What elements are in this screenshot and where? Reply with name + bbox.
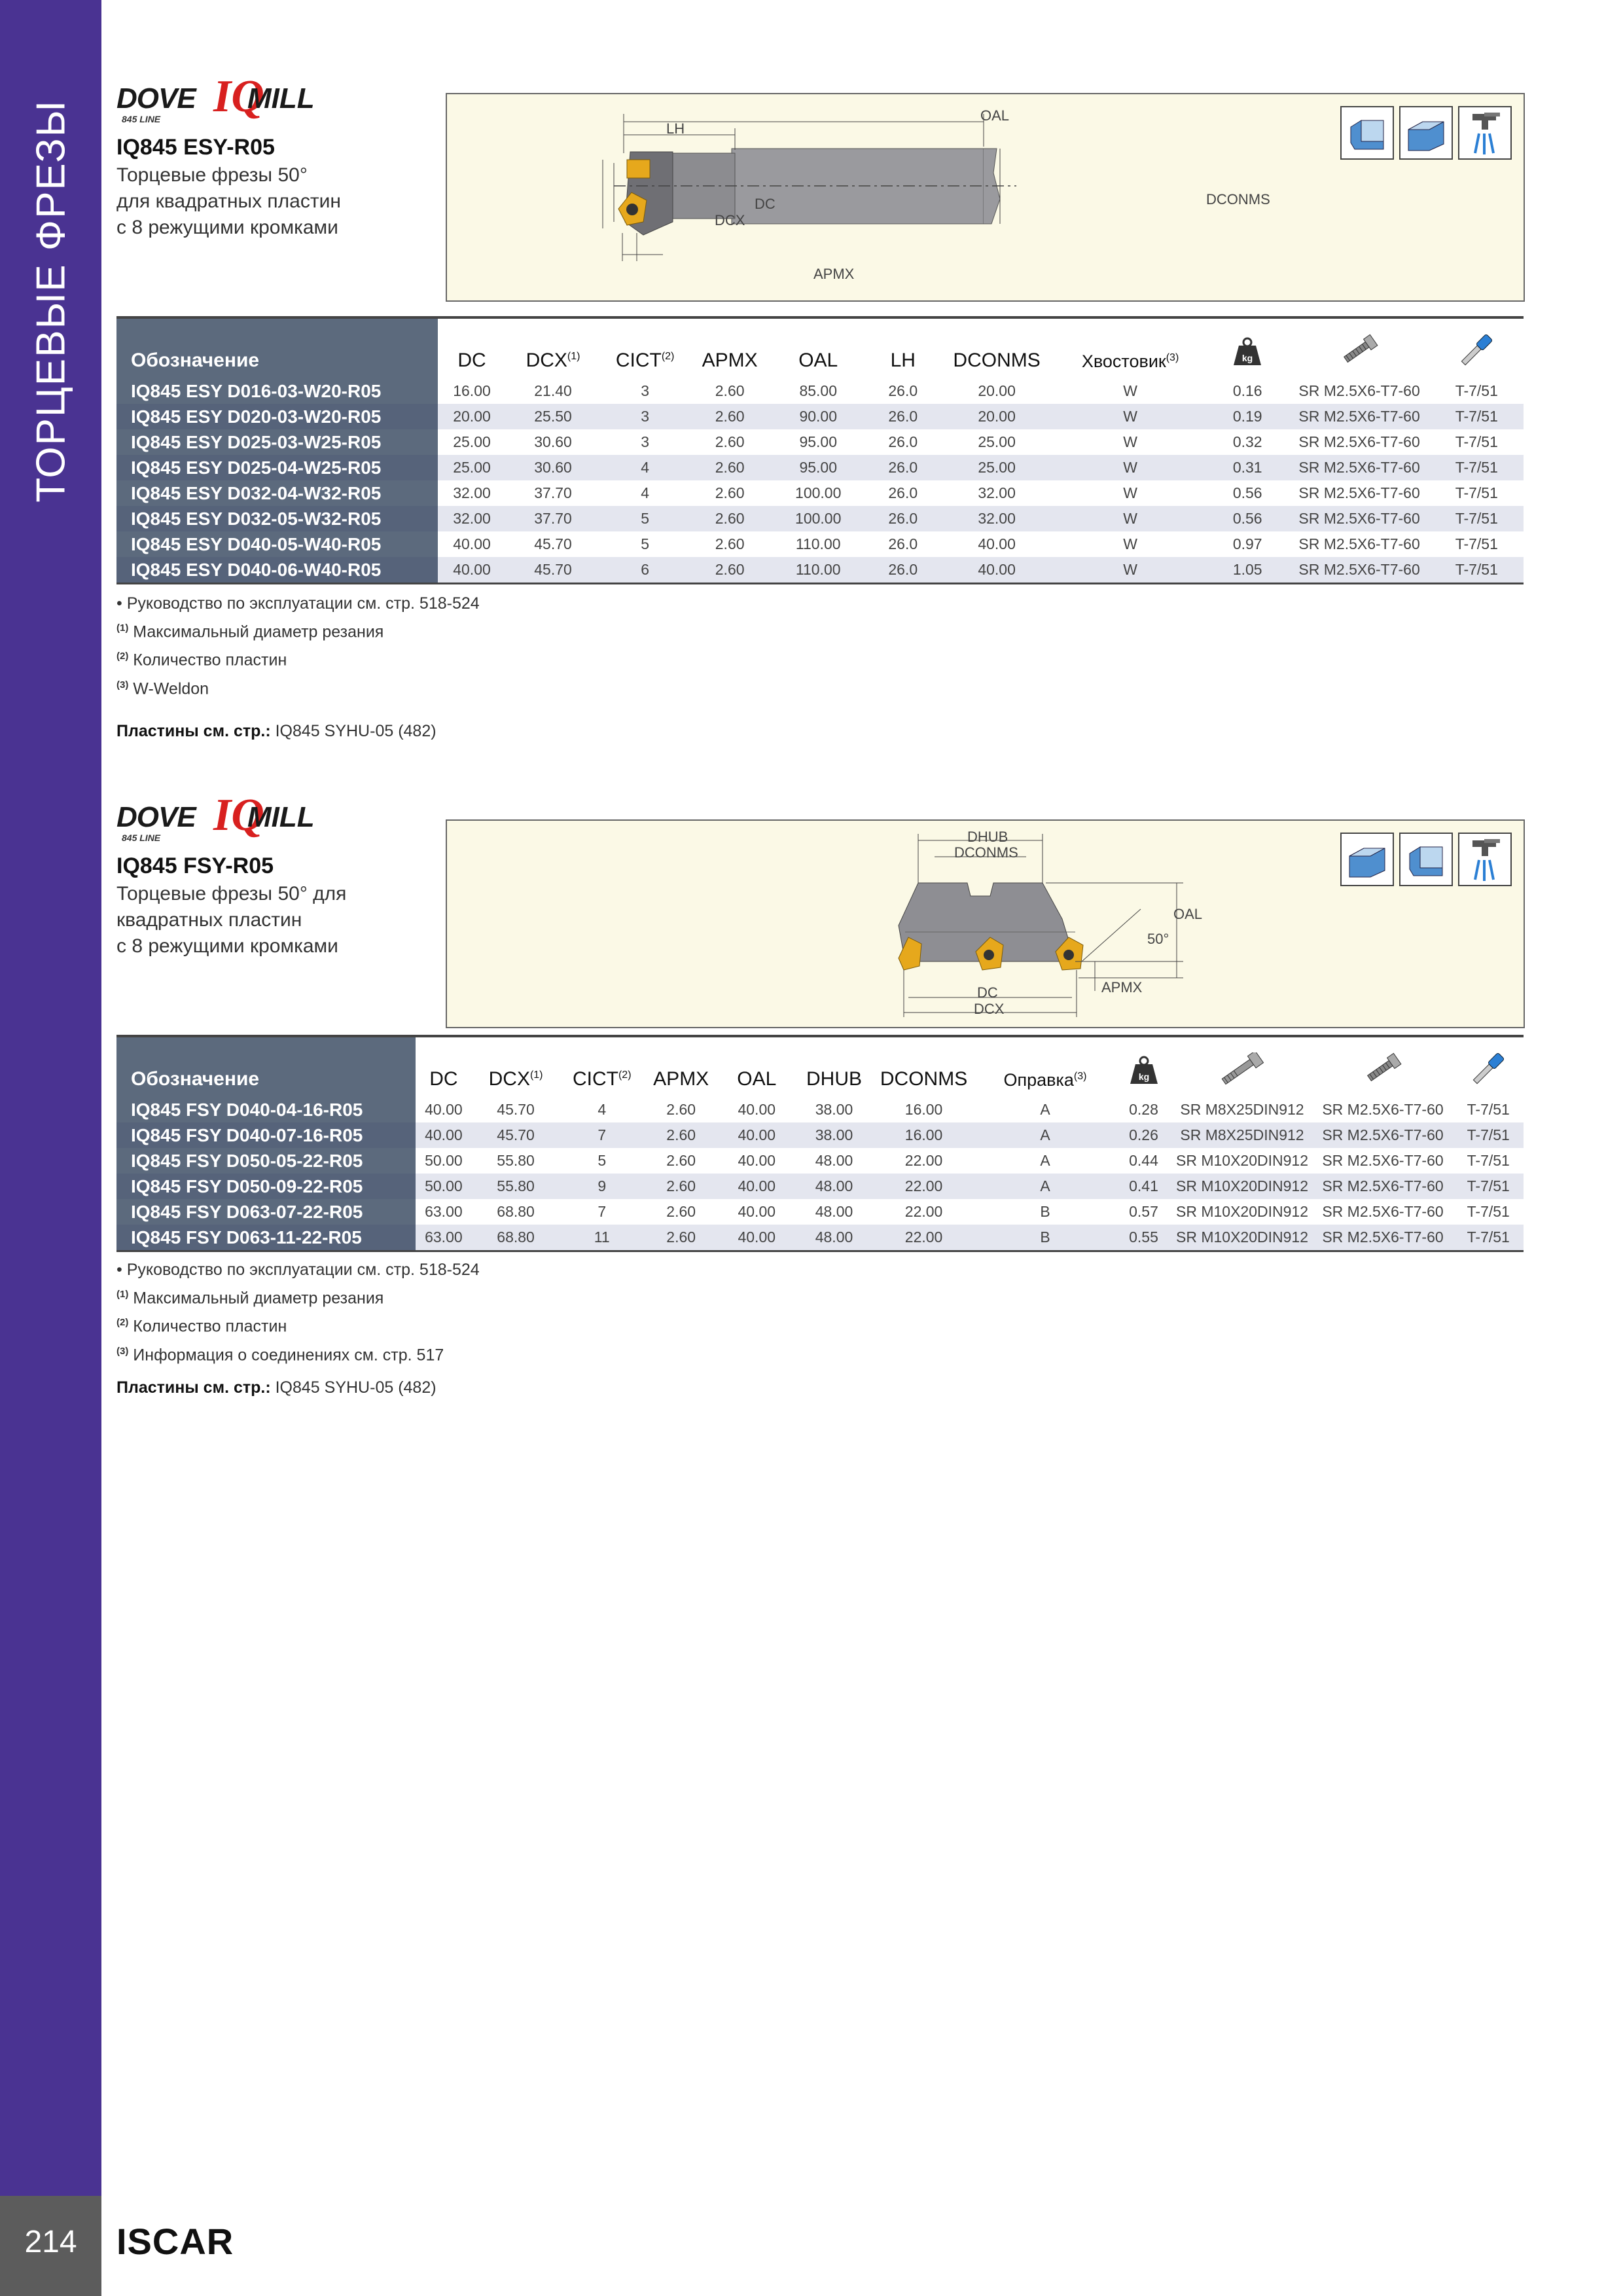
desc-line: для квадратных пластин	[116, 190, 341, 212]
designation-cell: IQ845 ESY D025-03-W25-R05	[116, 429, 438, 455]
fsy-notes	[116, 1257, 480, 1367]
table-cell: 4	[597, 1101, 607, 1118]
note-line: • Руководство по эксплуатации см. стр. 518-524	[116, 1261, 480, 1279]
note-line: $^{(1)}$ Максимальный диаметр резания	[116, 1289, 384, 1308]
table-cell: 5	[641, 535, 649, 552]
table-cell: SR M10X20DIN912	[1176, 1152, 1308, 1169]
table-row	[116, 1148, 1524, 1174]
table-cell: 40.00	[718, 1174, 795, 1199]
table-cell: 22.00	[873, 1225, 975, 1251]
table-cell: 0.97	[1232, 535, 1262, 552]
note-line: $^{(2)}$ Количество пластин	[116, 651, 287, 670]
table-cell: T-7/51	[1430, 506, 1524, 531]
table-cell: 30.60	[534, 433, 572, 450]
table-cell: 32.00	[438, 506, 507, 531]
logo-line: 845 LINE	[122, 833, 161, 843]
table-cell: 37.70	[506, 506, 599, 531]
table-cell: 2.60	[715, 433, 745, 450]
table-cell: SR M2.5X6-T7-60	[1322, 1152, 1444, 1169]
col-dcx: DCX$^{(1)}$	[506, 317, 599, 378]
section-title: ТОРЦЕВЫЕ ФРЕЗЫ	[28, 99, 74, 503]
table-cell: 3	[641, 382, 649, 399]
table-cell: 37.70	[534, 484, 572, 501]
table-cell: 0.41	[1116, 1174, 1172, 1199]
col-lh: LH	[867, 317, 939, 378]
page-number: 214	[24, 2225, 77, 2259]
product-code: IQ845 ESY-R05	[116, 135, 275, 160]
table-cell: 40.00	[718, 1225, 795, 1251]
table-cell: 25.00	[939, 455, 1054, 480]
note-line: $^{(1)}$ Максимальный диаметр резания	[116, 622, 384, 641]
table-cell: 0.16	[1232, 382, 1262, 399]
col-dhub: DHUB	[795, 1036, 872, 1097]
table-cell: 26.0	[888, 535, 918, 552]
key-icon	[1430, 317, 1524, 378]
table-cell: 0.55	[1116, 1225, 1172, 1251]
table-cell: 25.00	[453, 433, 491, 450]
table-cell: 2.60	[666, 1152, 696, 1169]
table-cell: SR M2.5X6-T7-60	[1289, 506, 1430, 531]
table-cell: W	[1054, 506, 1206, 531]
table-cell: 100.00	[770, 506, 867, 531]
table-cell: A	[975, 1122, 1116, 1148]
table-cell: 0.26	[1116, 1122, 1172, 1148]
insert-screw	[626, 204, 638, 215]
table-cell: 4	[641, 484, 649, 501]
table-cell: 26.0	[888, 484, 918, 501]
table-cell: 40.00	[416, 1122, 472, 1148]
logo-mill: MILL	[247, 801, 315, 833]
table-cell: 50.00	[416, 1174, 472, 1199]
designation-cell: IQ845 ESY D020-03-W20-R05	[116, 404, 438, 429]
logo-dove: DOVE	[116, 801, 196, 833]
esy-spec-table	[116, 316, 1524, 584]
product-description	[116, 881, 424, 960]
note-line: • Руководство по эксплуатации см. стр. 518-524	[116, 594, 480, 613]
table-cell: W	[1054, 404, 1206, 429]
table-cell: SR M2.5X6-T7-60	[1313, 1122, 1454, 1148]
table-cell: SR M2.5X6-T7-60	[1298, 484, 1420, 501]
table-cell: 40.00	[718, 1122, 795, 1148]
shoulder-milling-icon	[1340, 106, 1394, 160]
table-cell: 16.00	[873, 1122, 975, 1148]
face-milling-icon	[1340, 833, 1394, 886]
dim-apmx: APMX	[1101, 979, 1143, 996]
table-cell: 63.00	[416, 1225, 472, 1251]
application-icons	[1340, 833, 1512, 886]
table-cell: 22.00	[904, 1203, 943, 1220]
dim-oal: OAL	[980, 107, 1010, 124]
table-cell: 2.60	[690, 455, 770, 480]
tool-drawing-box	[446, 819, 1525, 1028]
coolant-icon	[1458, 833, 1512, 886]
table-cell: 55.80	[472, 1174, 560, 1199]
table-cell: SR M2.5X6-T7-60	[1322, 1203, 1444, 1220]
table-cell: 30.60	[506, 455, 599, 480]
dim-dc: DC	[755, 196, 776, 212]
col-cict: CICT$^{(2)}$	[600, 317, 690, 378]
table-cell: 68.80	[497, 1203, 535, 1220]
table-cell: 2.60	[690, 557, 770, 584]
insert-top	[627, 160, 650, 178]
logo-dove: DOVE	[116, 82, 196, 115]
table-cell: 40.00	[738, 1101, 776, 1118]
shoulder-milling-icon	[1399, 833, 1453, 886]
table-cell: 2.60	[690, 506, 770, 531]
table-cell: 2.60	[666, 1101, 696, 1118]
table-cell: 40.00	[453, 535, 491, 552]
dove-iq-mill-logo	[116, 790, 326, 843]
face-milling-icon	[1399, 106, 1453, 160]
dim-lh: LH	[666, 120, 685, 137]
table-row	[116, 506, 1524, 531]
table-cell: 48.00	[795, 1174, 872, 1199]
table-cell: SR M10X20DIN912	[1172, 1174, 1313, 1199]
table-row	[116, 1174, 1524, 1199]
col-oal: OAL	[770, 317, 867, 378]
table-cell: 22.00	[904, 1152, 943, 1169]
designation-cell: IQ845 FSY D040-07-16-R05	[116, 1122, 416, 1148]
table-cell: 0.28	[1129, 1101, 1158, 1118]
desc-line: квадратных пластин	[116, 909, 302, 931]
table-cell: 45.70	[534, 535, 572, 552]
designation-cell: IQ845 ESY D016-03-W20-R05	[116, 378, 438, 404]
table-cell: 26.0	[888, 382, 918, 399]
dim-dcx: DCX	[715, 212, 745, 228]
table-cell: 38.00	[815, 1101, 853, 1118]
esy-table-body	[116, 378, 1524, 584]
designation-cell: IQ845 FSY D040-04-16-R05	[116, 1097, 416, 1122]
table-cell: T-7/51	[1455, 535, 1498, 552]
table-cell: SR M2.5X6-T7-60	[1313, 1174, 1454, 1199]
desc-line: Торцевые фрезы 50° для	[116, 883, 347, 905]
table-cell: 50.00	[425, 1152, 463, 1169]
designation-cell: IQ845 FSY D063-11-22-R05	[116, 1225, 416, 1251]
table-cell: 0.31	[1206, 455, 1289, 480]
table-cell: 55.80	[497, 1152, 535, 1169]
table-cell: 26.0	[888, 433, 918, 450]
key-icon	[1454, 1036, 1524, 1097]
desc-line: с 8 режущими кромками	[116, 217, 338, 238]
table-cell: T-7/51	[1454, 1225, 1524, 1251]
table-cell: SR M2.5X6-T7-60	[1298, 535, 1420, 552]
table-header-row	[116, 317, 1524, 378]
product-code: IQ845 FSY-R05	[116, 853, 274, 878]
table-cell: 45.70	[506, 557, 599, 584]
table-cell: 40.00	[425, 1101, 463, 1118]
table-cell: 32.00	[939, 506, 1054, 531]
table-cell: T-7/51	[1430, 557, 1524, 584]
dim-oal: OAL	[1173, 906, 1203, 922]
table-cell: 22.00	[873, 1174, 975, 1199]
table-cell: 16.00	[904, 1101, 943, 1118]
desc-line: Торцевые фрезы 50°	[116, 164, 308, 186]
table-cell: SR M8X25DIN912	[1172, 1122, 1313, 1148]
bolt-icon	[1172, 1036, 1313, 1097]
table-cell: 1.05	[1206, 557, 1289, 584]
col-apmx: APMX	[690, 317, 770, 378]
product-description	[116, 162, 424, 241]
table-cell: 38.00	[795, 1122, 872, 1148]
table-cell: SR M10X20DIN912	[1172, 1225, 1313, 1251]
angle-line	[1082, 909, 1141, 961]
table-row	[116, 1097, 1524, 1122]
table-cell: T-7/51	[1455, 433, 1498, 450]
logo-mill: MILL	[247, 82, 315, 115]
table-cell: A	[975, 1174, 1116, 1199]
dim-dhub: DHUB	[967, 829, 1008, 845]
table-cell: T-7/51	[1467, 1152, 1510, 1169]
dim-dconms: DCONMS	[954, 844, 1018, 861]
table-cell: 9	[560, 1174, 644, 1199]
logo-iq: IQ	[213, 790, 264, 840]
col-oal: OAL	[718, 1036, 795, 1097]
weight-icon	[1116, 1036, 1172, 1097]
screw-icon	[1289, 317, 1430, 378]
table-cell: W	[1123, 484, 1137, 501]
table-cell: 2.60	[715, 484, 745, 501]
table-cell: SR M2.5X6-T7-60	[1313, 1225, 1454, 1251]
table-cell: 25.50	[506, 404, 599, 429]
table-cell: 2.60	[644, 1122, 718, 1148]
table-cell: 26.0	[867, 455, 939, 480]
application-icons	[1340, 106, 1512, 160]
table-cell: 2.60	[644, 1225, 718, 1251]
table-cell: 6	[600, 557, 690, 584]
table-cell: 40.00	[738, 1203, 776, 1220]
designation-cell: IQ845 FSY D050-09-22-R05	[116, 1174, 416, 1199]
table-cell: 16.00	[453, 382, 491, 399]
table-cell: 26.0	[867, 404, 939, 429]
esy-inserts-ref: Пластины см. стр.: IQ845 SYHU-05 (482)	[116, 722, 437, 740]
fsy-inserts-ref: Пластины см. стр.: IQ845 SYHU-05 (482)	[116, 1378, 437, 1397]
table-row	[116, 1122, 1524, 1148]
table-row	[116, 378, 1524, 404]
dim-apmx: APMX	[813, 266, 855, 282]
designation-cell: IQ845 ESY D032-04-W32-R05	[116, 480, 438, 506]
table-cell: 21.40	[534, 382, 572, 399]
table-cell: W	[1123, 433, 1137, 450]
table-cell: 26.0	[867, 557, 939, 584]
table-header-row	[116, 1036, 1524, 1097]
table-cell: W	[1123, 382, 1137, 399]
table-cell: 95.00	[799, 433, 837, 450]
col-apmx: APMX	[644, 1036, 718, 1097]
table-cell: T-7/51	[1454, 1122, 1524, 1148]
sidebar	[0, 0, 101, 2196]
note-line: $^{(2)}$ Количество пластин	[116, 1317, 287, 1336]
table-cell: T-7/51	[1430, 455, 1524, 480]
designation-cell: IQ845 FSY D063-07-22-R05	[116, 1199, 416, 1225]
table-cell: 48.00	[795, 1225, 872, 1251]
table-cell: SR M2.5X6-T7-60	[1289, 557, 1430, 584]
col-shank: Хвостовик$^{(3)}$	[1054, 317, 1206, 378]
dim-angle: 50°	[1147, 931, 1169, 947]
tool-drawing-box	[446, 93, 1525, 302]
table-cell: 40.00	[978, 535, 1016, 552]
table-cell: W	[1054, 557, 1206, 584]
brand-logo: ISCAR	[116, 2221, 234, 2262]
table-row	[116, 429, 1524, 455]
table-cell: T-7/51	[1430, 404, 1524, 429]
col-dcx: DCX$^{(1)}$	[472, 1036, 560, 1097]
table-cell: T-7/51	[1454, 1174, 1524, 1199]
coolant-icon	[1458, 106, 1512, 160]
table-cell: 85.00	[799, 382, 837, 399]
table-row	[116, 1199, 1524, 1225]
table-cell: 0.32	[1232, 433, 1262, 450]
dim-dc: DC	[977, 984, 998, 1001]
table-cell: 40.00	[438, 557, 507, 584]
table-cell: 32.00	[978, 484, 1016, 501]
table-cell: 3	[641, 433, 649, 450]
svg-text:kg: kg	[1138, 1071, 1149, 1082]
col-arbor: Оправка$^{(3)}$	[975, 1036, 1116, 1097]
table-cell: SR M2.5X6-T7-60	[1298, 382, 1420, 399]
table-cell: 25.00	[438, 455, 507, 480]
table-cell: T-7/51	[1455, 382, 1498, 399]
col-designation: Обозначение	[116, 1036, 416, 1097]
table-cell: 2.60	[690, 404, 770, 429]
table-cell: 20.00	[438, 404, 507, 429]
table-cell: 11	[560, 1225, 644, 1251]
table-cell: B	[1040, 1203, 1050, 1220]
table-cell: B	[975, 1225, 1116, 1251]
svg-text:kg: kg	[1242, 353, 1253, 363]
table-cell: 4	[600, 455, 690, 480]
desc-line: с 8 режущими кромками	[116, 935, 338, 957]
table-cell: 7	[597, 1203, 607, 1220]
weight-icon	[1206, 317, 1289, 378]
table-cell: 20.00	[939, 404, 1054, 429]
table-cell: 25.00	[978, 433, 1016, 450]
table-row	[116, 480, 1524, 506]
table-cell: 0.57	[1129, 1203, 1158, 1220]
fsy-table-body	[116, 1097, 1524, 1251]
designation-cell: IQ845 ESY D040-05-W40-R05	[116, 531, 438, 557]
table-cell: SR M2.5X6-T7-60	[1322, 1101, 1444, 1118]
table-cell: 0.56	[1232, 484, 1262, 501]
table-cell: 68.80	[472, 1225, 560, 1251]
col-cict: CICT$^{(2)}$	[560, 1036, 644, 1097]
table-row	[116, 1225, 1524, 1251]
table-cell: T-7/51	[1467, 1203, 1510, 1220]
table-cell: 26.0	[867, 506, 939, 531]
designation-cell: IQ845 ESY D032-05-W32-R05	[116, 506, 438, 531]
table-cell: A	[1040, 1101, 1050, 1118]
table-cell: 2.60	[644, 1174, 718, 1199]
designation-cell: IQ845 ESY D040-06-W40-R05	[116, 557, 438, 584]
table-cell: 2.60	[715, 382, 745, 399]
table-cell: 40.00	[939, 557, 1054, 584]
col-dc: DC	[438, 317, 507, 378]
table-cell: 45.70	[472, 1122, 560, 1148]
product-section-esy	[116, 71, 1524, 745]
table-cell: 40.00	[738, 1152, 776, 1169]
designation-cell: IQ845 FSY D050-05-22-R05	[116, 1148, 416, 1174]
table-cell: 2.60	[666, 1203, 696, 1220]
table-row	[116, 531, 1524, 557]
table-cell: 45.70	[497, 1101, 535, 1118]
table-cell: 110.00	[770, 557, 867, 584]
table-cell: 2.60	[715, 535, 745, 552]
table-cell: T-7/51	[1455, 484, 1498, 501]
table-cell: 48.00	[815, 1152, 853, 1169]
table-cell: 20.00	[978, 382, 1016, 399]
fsy-spec-table	[116, 1035, 1524, 1252]
table-cell: 0.56	[1206, 506, 1289, 531]
table-cell: 95.00	[770, 455, 867, 480]
table-cell: 7	[560, 1122, 644, 1148]
table-cell: 63.00	[425, 1203, 463, 1220]
table-cell: W	[1054, 455, 1206, 480]
table-cell: SR M8X25DIN912	[1180, 1101, 1304, 1118]
dim-dconms: DCONMS	[1206, 191, 1270, 207]
table-cell: SR M10X20DIN912	[1176, 1203, 1308, 1220]
table-row	[116, 557, 1524, 584]
table-cell: 5	[600, 506, 690, 531]
logo-iq: IQ	[213, 71, 264, 122]
table-cell: W	[1123, 535, 1137, 552]
note-line: $^{(3)}$ W-Weldon	[116, 679, 209, 698]
table-cell: 0.44	[1129, 1152, 1158, 1169]
table-cell: 32.00	[453, 484, 491, 501]
table-cell: T-7/51	[1467, 1101, 1510, 1118]
table-cell: 5	[597, 1152, 607, 1169]
col-dconms: DCONMS	[873, 1036, 975, 1097]
col-designation: Обозначение	[116, 317, 438, 378]
table-cell: SR M2.5X6-T7-60	[1289, 404, 1430, 429]
table-cell: 90.00	[770, 404, 867, 429]
dim-dcx: DCX	[974, 1001, 1005, 1017]
table-row	[116, 455, 1524, 480]
logo-line: 845 LINE	[122, 114, 161, 124]
dove-iq-mill-logo	[116, 71, 326, 124]
table-cell: 110.00	[795, 535, 841, 552]
table-cell: A	[1040, 1152, 1050, 1169]
table-cell: 3	[600, 404, 690, 429]
product-section-fsy	[116, 790, 1524, 1424]
col-dconms: DCONMS	[939, 317, 1054, 378]
designation-cell: IQ845 ESY D025-04-W25-R05	[116, 455, 438, 480]
table-cell: 100.00	[795, 484, 842, 501]
col-dc: DC	[416, 1036, 472, 1097]
table-cell: SR M2.5X6-T7-60	[1298, 433, 1420, 450]
table-cell: SR M2.5X6-T7-60	[1289, 455, 1430, 480]
table-row	[116, 404, 1524, 429]
screw-icon	[1313, 1036, 1454, 1097]
esy-notes	[116, 591, 480, 701]
table-cell: 48.00	[815, 1203, 853, 1220]
table-cell: 0.19	[1206, 404, 1289, 429]
note-line: $^{(3)}$ Информация о соединениях см. стр. 517	[116, 1345, 444, 1364]
